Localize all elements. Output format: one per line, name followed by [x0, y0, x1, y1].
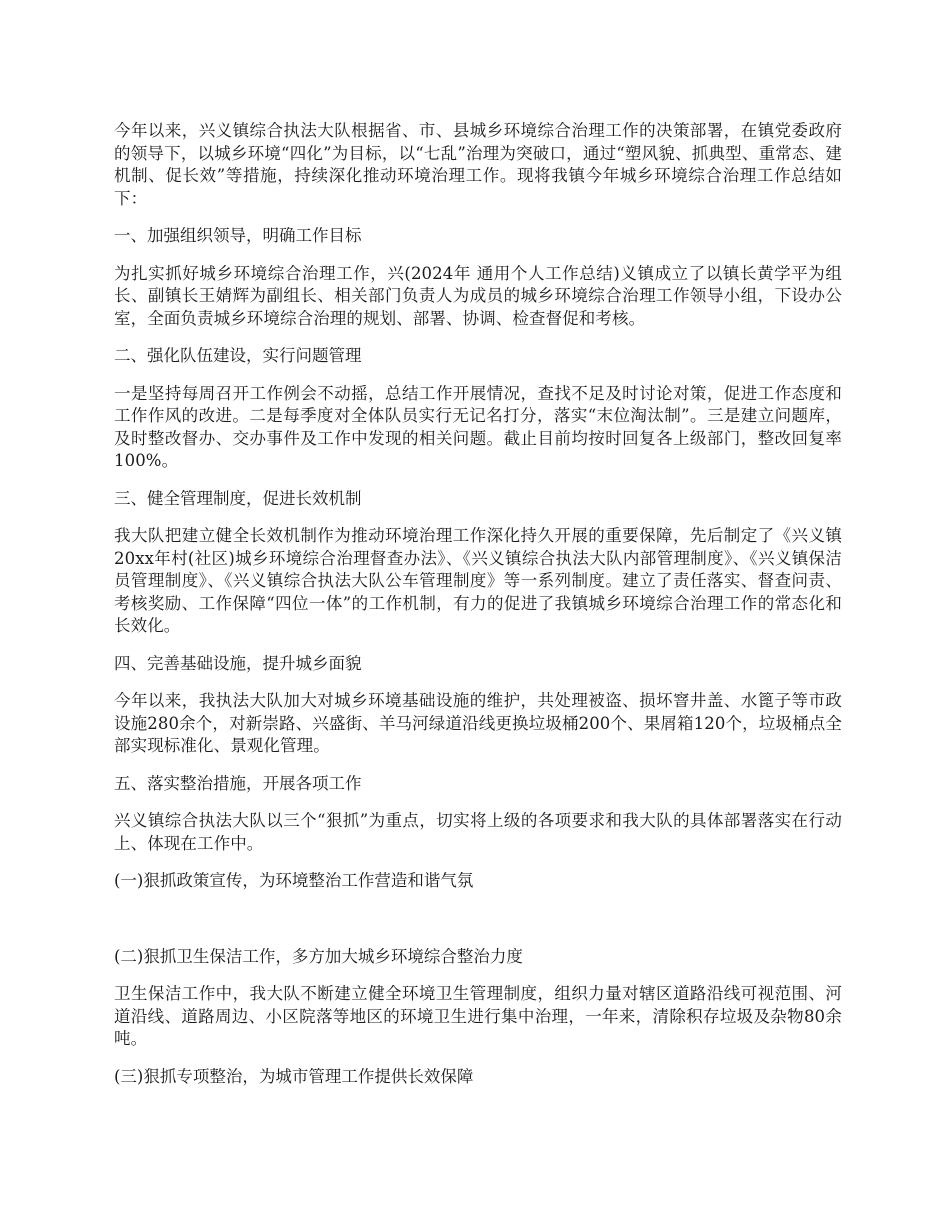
subsection-2-heading: (二)狠抓卫生保洁工作，多方加大城乡环境综合整治力度 [114, 946, 523, 966]
section-3-heading: 三、健全管理制度，促进长效机制 [114, 488, 362, 508]
section-2-heading: 二、强化队伍建设，实行问题管理 [114, 346, 362, 365]
section-5-heading: 五、落实整治措施，开展各项工作 [114, 773, 362, 793]
subsection-2-body: 卫生保洁工作中，我大队不断建立健全环境卫生管理制度，组织力量对辖区道路沿线可视范围、河道沿线、道路周边、小区院落等地区的环境卫生进行集中治理，一年来，清除积存垃圾及杂物80余吨。 [114, 984, 842, 1048]
section-5-body: 兴义镇综合执法大队以三个“狠抓”为重点，切实将上级的各项要求和我大队的具体部署落实在行动上、体现在工作中。 [114, 811, 842, 853]
intro-paragraph: 今年以来，兴义镇综合执法大队根据省、市、县城乡环境综合治理工作的决策部署，在镇党委政府的领导下，以城乡环境“四化”为目标，以“七乱”治理为突破口，通过“塑风貌、抓典型、重常态、建机制、促长效”等措施，持续深化推动环境治理工作。现将我镇今年城乡环境综合治理工作总结如下： [114, 121, 842, 208]
document-page [114, 120, 842, 1103]
section-4-heading: 四、完善基础设施，提升城乡面貌 [114, 653, 362, 673]
section-2-body: 一是坚持每周召开工作例会不动摇，总结工作开展情况，查找不足及时讨论对策，促进工作态度和工作作风的改进。二是每季度对全体队员实行无记名打分，落实“末位淘汰制”。三是建立问题库，及时整改督办、交办事件及工作中发现的相关问题。截止目前均按时回复各上级部门，整改回复率100%。 [114, 383, 842, 470]
subsection-1-heading: (一)狠抓政策宣传，为环境整治工作营造和谐气氛 [114, 871, 474, 890]
subsection-3-heading: (三)狠抓专项整治，为城市管理工作提供长效保障 [114, 1066, 474, 1086]
section-3-body: 我大队把建立健全长效机制作为推动环境治理工作深化持久开展的重要保障，先后制定了《兴义镇20xx年村(社区)城乡环境综合治理督查办法》、《兴义镇综合执法大队内部管理制度》、《兴义镇保洁员管理制度》、《兴义镇综合执法大队公车管理制度》等一系列制度。建立了责任落实、督查问责、考核奖励、工作保障“四位一体”的工作机制，有力的促进了我镇城乡环境综合治理工作的常态化和长效化。 [114, 526, 842, 635]
section-1-body: 为扎实抓好城乡环境综合治理工作，兴(2024年 通用个人工作总结)义镇成立了以镇长黄学平为组长、副镇长王婧辉为副组长、相关部门负责人为成员的城乡环境综合治理工作领导小组，下设办公室，全面负责城乡环境综合治理的规划、部署、协调、检查督促和考核。 [114, 263, 842, 328]
section-1-heading: 一、加强组织领导，明确工作目标 [114, 226, 362, 245]
blank-space [114, 908, 842, 946]
section-4-body: 今年以来，我执法大队加大对城乡环境基础设施的维护，共处理被盗、损坏窨井盖、水篦子等市政设施280余个，对新崇路、兴盛街、羊马河绿道沿线更换垃圾桶200个、果屑箱120个，垃圾桶点全部实现标准化、景观化管理。 [114, 691, 842, 755]
